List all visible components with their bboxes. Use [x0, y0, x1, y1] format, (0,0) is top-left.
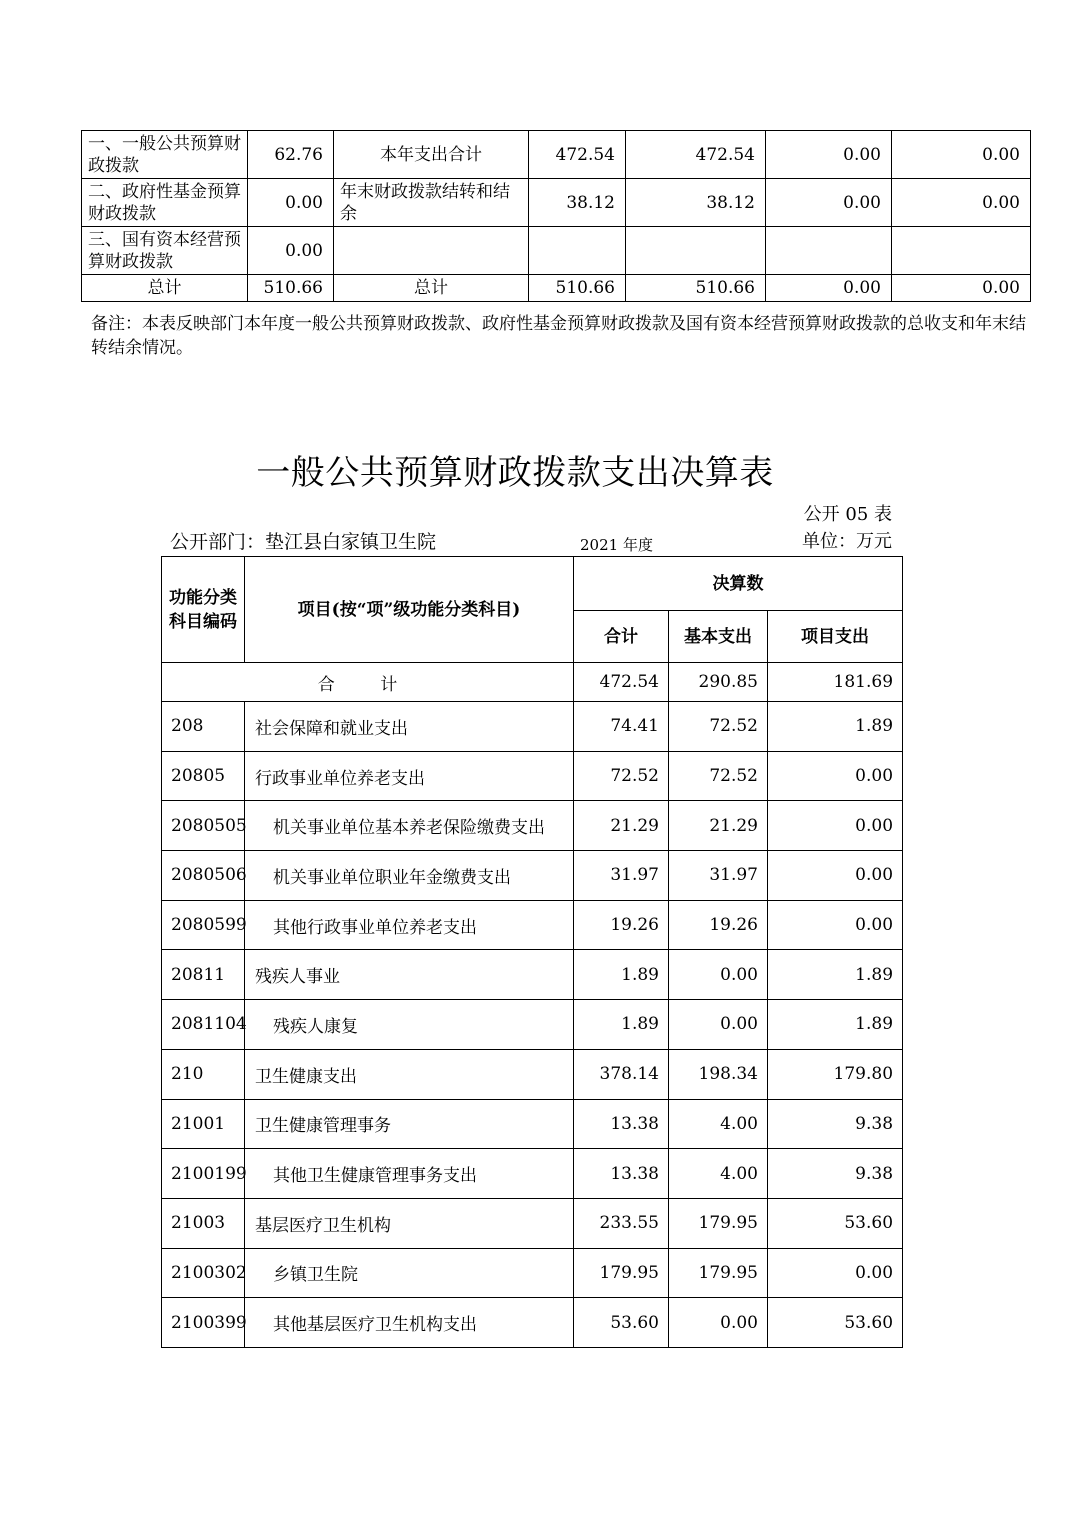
row-v4: 0.00: [892, 131, 1031, 179]
row-label: 三、国有资本经营预算财政拨款: [82, 227, 248, 275]
row-total: 1.89: [574, 1000, 669, 1050]
row-item: 年末财政拨款结转和结余: [334, 179, 529, 227]
row-project: 179.80: [768, 1049, 903, 1099]
row-total: 72.52: [574, 751, 669, 801]
expenditure-table: [161, 556, 903, 1348]
row-project: 0.00: [768, 1248, 903, 1298]
row-total: 233.55: [574, 1198, 669, 1248]
total-v1: 510.66: [529, 275, 626, 302]
row-code: 21001: [162, 1099, 245, 1149]
table-row: [162, 702, 903, 752]
row-project: 0.00: [768, 900, 903, 950]
table-row: [162, 1000, 903, 1050]
total-row: [162, 663, 903, 702]
row-v3: [766, 227, 892, 275]
row-name: 机关事业单位基本养老保险缴费支出: [245, 801, 574, 851]
row-name: 其他行政事业单位养老支出: [245, 900, 574, 950]
total-v3: 0.00: [766, 275, 892, 302]
header-code: 功能分类科目编码: [162, 557, 245, 663]
row-name: 乡镇卫生院: [245, 1248, 574, 1298]
row-project: 0.00: [768, 801, 903, 851]
row-project: 9.38: [768, 1099, 903, 1149]
row-basic: 21.29: [669, 801, 768, 851]
row-project: 53.60: [768, 1298, 903, 1348]
header-row: [162, 557, 903, 611]
table-row: [162, 751, 903, 801]
total-label: 合 计: [317, 674, 418, 695]
fiscal-year: 2021 年度: [580, 536, 653, 554]
unit-label: 单位：万元: [802, 531, 892, 552]
row-v4: [892, 227, 1031, 275]
row-v3: 0.00: [766, 179, 892, 227]
row-basic: 198.34: [669, 1049, 768, 1099]
row-v3: 0.00: [766, 131, 892, 179]
row-basic: 0.00: [669, 950, 768, 1000]
table-row: [162, 900, 903, 950]
row-name: 残疾人事业: [245, 950, 574, 1000]
total-label: 总计: [82, 275, 248, 302]
row-total: 74.41: [574, 702, 669, 752]
row-item: 本年支出合计: [334, 131, 529, 179]
table-row: [82, 179, 1031, 227]
row-amount: 62.76: [248, 131, 334, 179]
row-name: 社会保障和就业支出: [245, 702, 574, 752]
row-project: 53.60: [768, 1198, 903, 1248]
row-project: 1.89: [768, 950, 903, 1000]
row-code: 21003: [162, 1198, 245, 1248]
row-total: 13.38: [574, 1149, 669, 1199]
row-code: 210: [162, 1049, 245, 1099]
row-total: 53.60: [574, 1298, 669, 1348]
top-summary-table: [81, 130, 1031, 302]
total-basic: 290.85: [669, 663, 768, 702]
table-row: [162, 1298, 903, 1348]
row-total: 21.29: [574, 801, 669, 851]
header-total: 合计: [574, 611, 669, 663]
row-label: 一、一般公共预算财政拨款: [82, 131, 248, 179]
total-row: [82, 275, 1031, 302]
row-total: 378.14: [574, 1049, 669, 1099]
row-project: 0.00: [768, 851, 903, 901]
row-code: 208: [162, 702, 245, 752]
row-label: 二、政府性基金预算财政拨款: [82, 179, 248, 227]
row-code: 20811: [162, 950, 245, 1000]
header-basic: 基本支出: [669, 611, 768, 663]
row-name: 卫生健康支出: [245, 1049, 574, 1099]
page-title: 一般公共预算财政拨款支出决算表: [256, 453, 774, 493]
total-project: 181.69: [768, 663, 903, 702]
header-project: 项目支出: [768, 611, 903, 663]
row-v1: 472.54: [529, 131, 626, 179]
row-name: 基层医疗卫生机构: [245, 1198, 574, 1248]
row-code: 2080505: [162, 801, 245, 851]
table-row: [82, 131, 1031, 179]
row-code: 2100302: [162, 1248, 245, 1298]
row-v2: 38.12: [626, 179, 766, 227]
total-total: 472.54: [574, 663, 669, 702]
row-project: 1.89: [768, 702, 903, 752]
row-name: 行政事业单位养老支出: [245, 751, 574, 801]
row-amount: 0.00: [248, 179, 334, 227]
table-row: [162, 1099, 903, 1149]
table-number: 公开 05 表: [803, 504, 892, 525]
row-basic: 72.52: [669, 751, 768, 801]
row-name: 卫生健康管理事务: [245, 1099, 574, 1149]
row-basic: 179.95: [669, 1248, 768, 1298]
row-basic: 19.26: [669, 900, 768, 950]
row-basic: 72.52: [669, 702, 768, 752]
table-row: [162, 950, 903, 1000]
table-row: [162, 1049, 903, 1099]
table-row: [82, 227, 1031, 275]
row-item: [334, 227, 529, 275]
table-row: [162, 851, 903, 901]
row-total: 13.38: [574, 1099, 669, 1149]
table-row: [162, 801, 903, 851]
row-v1: 38.12: [529, 179, 626, 227]
row-amount: 0.00: [248, 227, 334, 275]
row-basic: 0.00: [669, 1000, 768, 1050]
total-item: 总计: [334, 275, 529, 302]
row-basic: 0.00: [669, 1298, 768, 1348]
table-row: [162, 1248, 903, 1298]
row-code: 20805: [162, 751, 245, 801]
row-basic: 31.97: [669, 851, 768, 901]
total-v2: 510.66: [626, 275, 766, 302]
row-project: 9.38: [768, 1149, 903, 1199]
row-total: 31.97: [574, 851, 669, 901]
department-label: 公开部门：垫江县白家镇卫生院: [170, 531, 437, 553]
table-note: 备注：本表反映部门本年度一般公共预算财政拨款、政府性基金预算财政拨款及国有资本经营预算财政拨款的总收支和年末结转结余情况。: [91, 314, 1026, 358]
row-v1: [529, 227, 626, 275]
header-item: 项目(按“项”级功能分类科目): [245, 557, 574, 663]
row-project: 0.00: [768, 751, 903, 801]
row-v4: 0.00: [892, 179, 1031, 227]
row-basic: 4.00: [669, 1149, 768, 1199]
row-total: 1.89: [574, 950, 669, 1000]
row-name: 其他基层医疗卫生机构支出: [245, 1298, 574, 1348]
row-basic: 179.95: [669, 1198, 768, 1248]
total-v4: 0.00: [892, 275, 1031, 302]
row-name: 残疾人康复: [245, 1000, 574, 1050]
table-row: [162, 1198, 903, 1248]
row-code: 2100199: [162, 1149, 245, 1199]
row-name: 其他卫生健康管理事务支出: [245, 1149, 574, 1199]
row-total: 179.95: [574, 1248, 669, 1298]
row-v2: [626, 227, 766, 275]
row-code: 2100399: [162, 1298, 245, 1348]
table-row: [162, 1149, 903, 1199]
row-v2: 472.54: [626, 131, 766, 179]
row-total: 19.26: [574, 900, 669, 950]
row-code: 2081104: [162, 1000, 245, 1050]
total-amount: 510.66: [248, 275, 334, 302]
row-basic: 4.00: [669, 1099, 768, 1149]
row-name: 机关事业单位职业年金缴费支出: [245, 851, 574, 901]
row-project: 1.89: [768, 1000, 903, 1050]
row-code: 2080506: [162, 851, 245, 901]
row-code: 2080599: [162, 900, 245, 950]
header-group: 决算数: [574, 557, 903, 611]
